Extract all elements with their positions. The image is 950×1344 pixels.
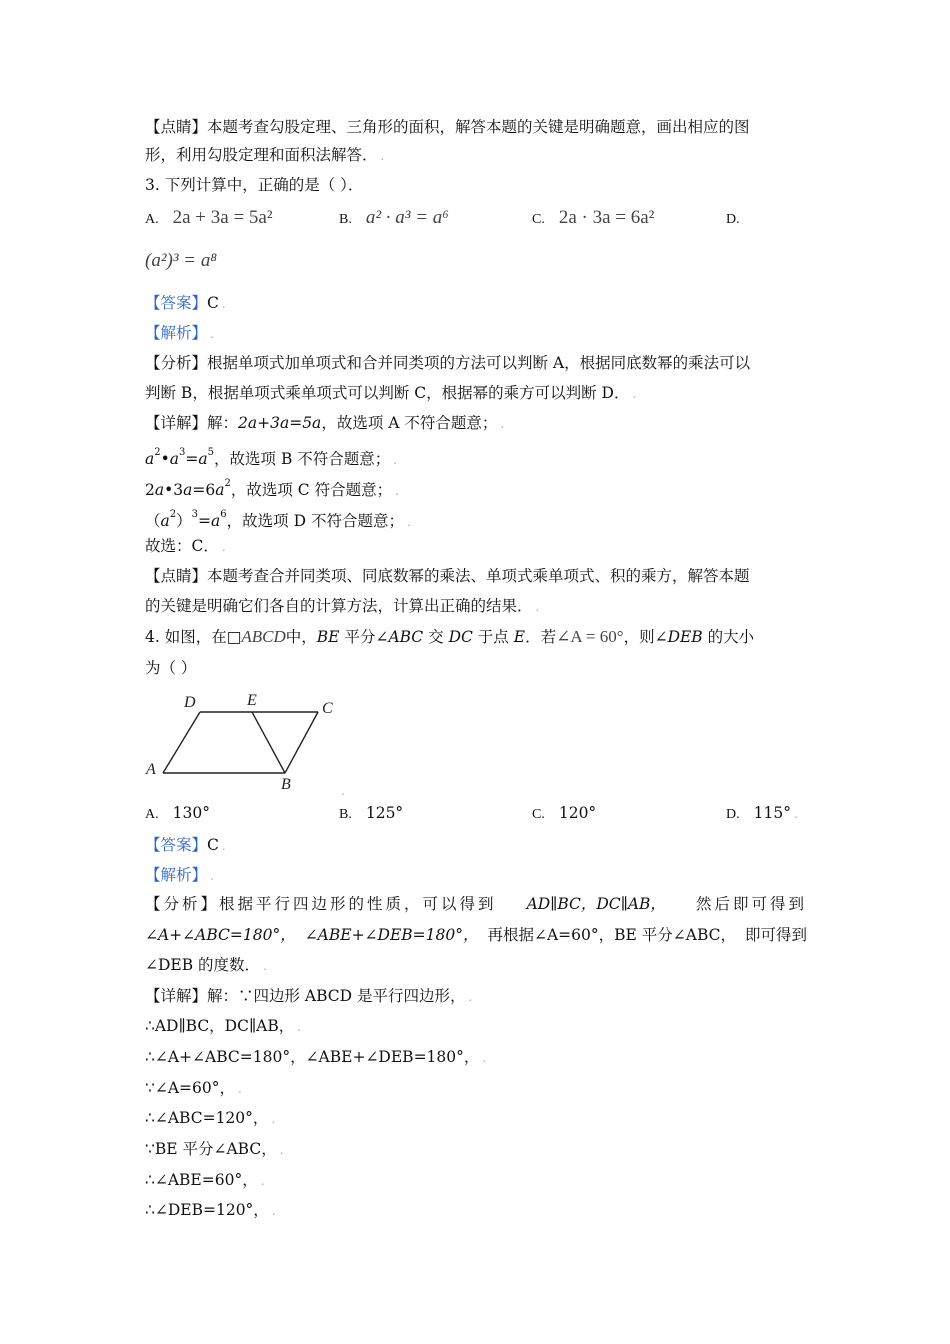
guxuan-3: 故选：C． . (145, 537, 226, 555)
jiexi-3: 【解析】 . (145, 324, 214, 342)
xiangjie4-line2: ∴AD∥BC，DC∥AB， . (145, 1017, 302, 1035)
segment-eb (252, 712, 285, 773)
jiexi-4: 【解析】 . (145, 866, 214, 884)
fenxi3-line2: 判断 B，根据单项式乘单项式可以判断 C，根据幂的乘方可以判断 D． . (145, 384, 637, 402)
question-4-line1: 4. 如图，在□ABCD中，BE 平分∠ABC 交 DC 于点 E．若∠A = 60°，则∠DEB 的大小 (145, 627, 755, 646)
answer-3: 【答案】C . (145, 294, 226, 312)
edge-bc (285, 712, 318, 773)
q4-option-c: C. 120° (532, 804, 597, 822)
edge-da (163, 712, 200, 773)
dianjing1-line2: 形，利用勾股定理和面积法解答． . (145, 146, 385, 164)
question-3: 3. 下列计算中，正确的是（ ）． (145, 176, 364, 194)
fenxi4-line2: ∠A+∠ABC=180°， ∠ABE+∠DEB=180°， 再根据∠A=60°，BE 平分∠ABC， 即可得到 (145, 926, 807, 944)
fenxi3-line1: 【分析】根据单项式加单项式和合并同类项的方法可以判断 A，根据同底数幂的乘法可以 (145, 354, 751, 372)
figure-end-mark: . (341, 784, 345, 798)
dianjing1-line1: 【点睛】本题考查勾股定理、三角形的面积，解答本题的关键是明确题意，画出相应的图 (145, 118, 750, 136)
q4-option-d: D. 115° . (726, 804, 798, 822)
q4-option-b: B. 125° (339, 804, 404, 822)
dianjing3-line2: 的关键是明确它们各自的计算方法，计算出正确的结果． . (145, 597, 540, 615)
xiangjie4-line8: ∴∠DEB=120°， . (145, 1201, 276, 1219)
xiangjie4-line1: 【详解】解：∵四边形 ABCD 是平行四边形， . (145, 987, 473, 1005)
q4-option-a: A. 130° (145, 804, 210, 822)
xiangjie3-line2: $a^2•a^3=a^5$，故选项 B 不符合题意； . (145, 447, 398, 468)
xiangjie4-line3: ∴∠A+∠ABC=180°，∠ABE+∠DEB=180°， . (145, 1048, 487, 1066)
q3-option-a: A. 2a + 3a = 5a² (145, 207, 273, 228)
q3-option-d-expr: (a²)³ = a⁸ (145, 250, 217, 271)
q3-option-c: C. 2a · 3a = 6a² (532, 207, 655, 228)
label-d: D (184, 694, 196, 711)
label-e: E (247, 692, 257, 709)
xiangjie3-line4: $(a^2)^3=a^6$，故选项 D 不符合题意； . (145, 509, 411, 530)
xiangjie3-line3: $2a•3a=6a^2$，故选项 C 符合题意； . (145, 478, 399, 499)
parallelogram-figure (140, 686, 350, 796)
question-4-line2: 为（ ） (145, 659, 197, 677)
dianjing3-line1: 【点睛】本题考查合并同类项、同底数幂的乘法、单项式乘单项式、积的乘方，解答本题 (145, 567, 750, 585)
xiangjie4-line4: ∵∠A=60°， . (145, 1079, 242, 1097)
fenxi4-line1: 【分析】根据平行四边形的性质，可以得到 AD∥BC，DC∥AB， 然后即可得到 (145, 895, 807, 913)
xiangjie4-line6: ∵BE 平分∠ABC， . (145, 1140, 284, 1158)
label-c: C (322, 700, 333, 717)
xiangjie4-line5: ∴∠ABC=120°， . (145, 1109, 276, 1127)
answer-4: 【答案】C . (145, 836, 226, 854)
label-b: B (281, 776, 291, 793)
xiangjie4-line7: ∴∠ABE=60°， . (145, 1171, 265, 1189)
q3-option-d-label: D. (726, 212, 740, 227)
q3-option-b: B. a² · a³ = a⁶ (339, 207, 449, 228)
label-a: A (146, 761, 156, 778)
fenxi4-line3: ∠DEB 的度数． . (145, 956, 267, 974)
xiangjie3-line1: 【详解】解：2a+3a=5a，故选项 A 不符合题意； . (145, 414, 505, 432)
